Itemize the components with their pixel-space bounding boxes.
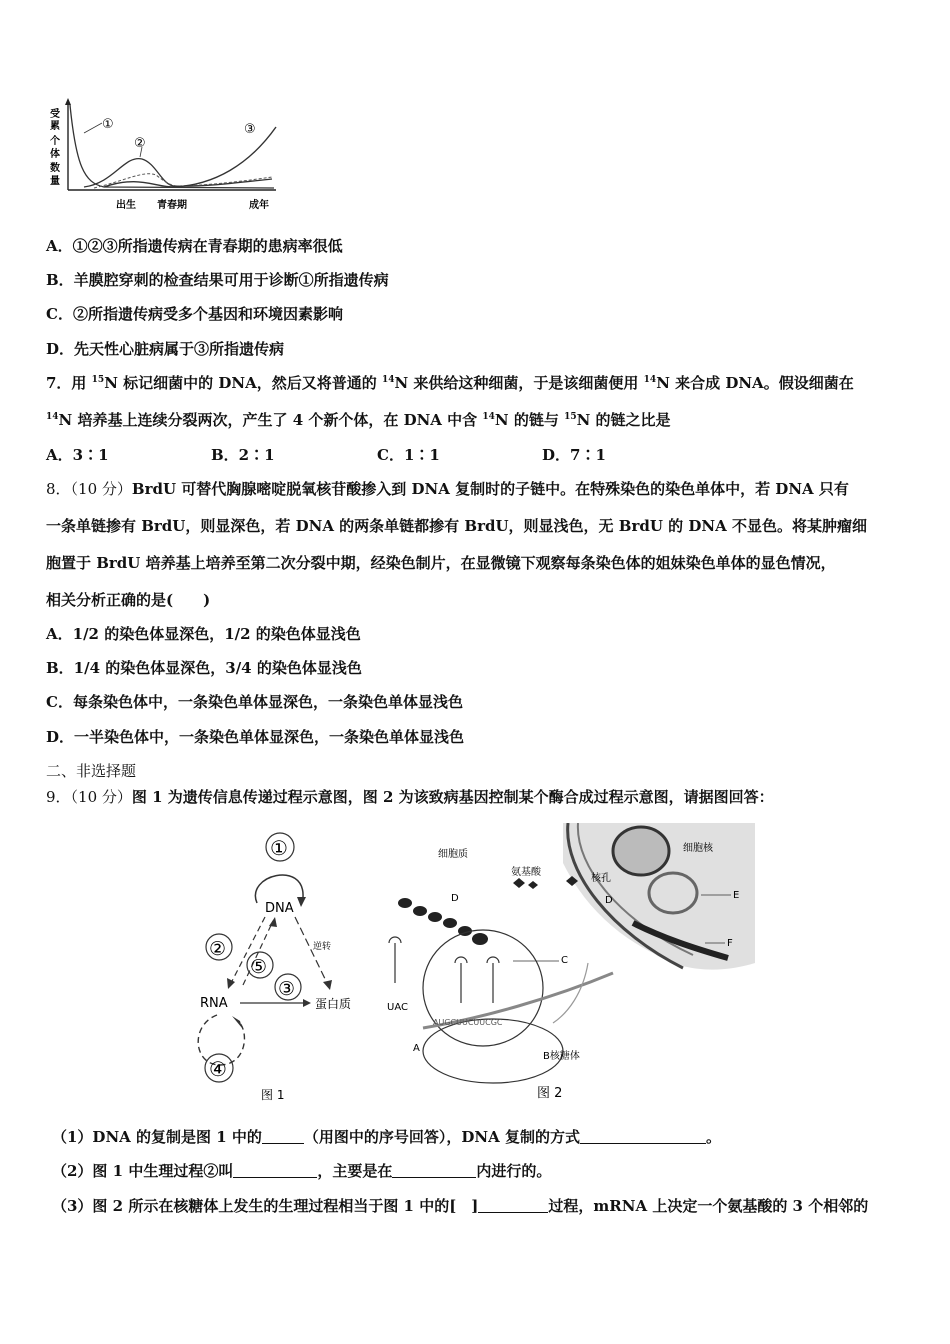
label-d-cytoplasm: D: [451, 893, 459, 904]
cytoplasm-label: 细胞质: [438, 849, 468, 860]
process-3-label: ③: [278, 978, 296, 1000]
replication-loop: [255, 875, 303, 903]
label-f: F: [727, 938, 733, 949]
translation-arrowhead: [303, 999, 311, 1007]
xtick-puberty: 青春期: [157, 200, 187, 211]
ribosome-small-subunit: [423, 1019, 563, 1083]
rna-label: RNA: [200, 996, 228, 1011]
trna-molecules: [389, 937, 499, 1003]
q7-option-b: B．2∶1: [211, 446, 275, 464]
rna-loop-arrowhead: [232, 1016, 242, 1028]
reverse-label: 逆转: [313, 942, 332, 952]
dna-label: DNA: [265, 901, 294, 916]
ylabel-char: 受: [50, 109, 60, 120]
amino-acid-label: 氨基酸: [511, 867, 541, 878]
curve-label-2: ②: [134, 136, 146, 151]
q7-stem-line-2: $^{14}$N 培养基上连续分裂两次，产生了 4 个新个体，在 DNA 中含 $^{14}$N 的链与 $^{15}$N 的链之比是: [46, 411, 671, 429]
reverse-arrowhead: [269, 917, 277, 927]
mrna-sequence: AUGCUUCUUCGC: [433, 1018, 503, 1027]
nuclear-pore-label: 核孔: [591, 873, 611, 884]
xtick-adult: 成年: [249, 200, 269, 211]
dna-protein-arrowhead: [323, 980, 332, 990]
q6-option-b: B．羊膜腔穿刺的检查结果可用于诊断①所指遗传病: [46, 271, 389, 289]
figure-1-caption: 图 1: [261, 1088, 285, 1102]
q7-option-d: D．7∶1: [542, 446, 606, 464]
nucleus-label: 细胞核: [683, 843, 713, 854]
curve-1: [70, 105, 274, 188]
answer-blank[interactable]: [392, 1163, 476, 1178]
process-2-label: ②: [209, 938, 227, 960]
incidence-curve-figure: [44, 95, 284, 215]
curve-label-1: ①: [102, 117, 114, 132]
protein-label: 蛋白质: [315, 997, 352, 1011]
q6-option-d: D．先天性心脏病属于③所指遗传病: [46, 340, 285, 358]
q7-option-a: A．3∶1: [46, 446, 109, 464]
q9-sub-2: （2）图 1 中生理过程②叫 ，主要是在 内进行的。: [52, 1162, 552, 1180]
q6-option-a: A．①②③所指遗传病在青春期的患病率很低: [46, 237, 343, 255]
q8-option-b: B．1/4 的染色体显深色，3/4 的染色体显浅色: [46, 659, 362, 677]
q9-stem: 9．（10 分）图 1 为遗传信息传递过程示意图，图 2 为该致病基因控制某个酶合成过程示意图，请据图回答：: [46, 788, 774, 806]
transcription-arrowhead: [227, 978, 235, 989]
process-5-label: ⑤: [250, 956, 268, 978]
curve-2: [84, 159, 272, 187]
q8-stem-line-3: 胞置于 BrdU 培养基上培养至第二次分裂中期，经染色制片，在显微镜下观察每条染色体的姐妹染色单体的显色情况，: [46, 554, 836, 572]
polypeptide-chain: [398, 898, 488, 945]
replication-arrowhead: [297, 897, 306, 907]
q9-sub-3: （3）图 2 所示在核糖体上发生的生理过程相当于图 1 中的[ ] 过程，mRNA 上决定一个氨基酸的 3 个相邻的: [52, 1197, 869, 1215]
figure-2-enzyme-synthesis: [383, 823, 755, 1108]
q7-stem-line-1: 7．用 $^{15}$N 标记细菌中的 DNA，然后又将普通的 $^{14}$N 来供给这种细菌，于是该细菌便用 $^{14}$N 来合成 DNA。假设细菌在: [46, 374, 854, 392]
y-axis-arrow: [65, 98, 71, 105]
ylabel-char: 量: [50, 176, 60, 187]
q8-option-a: A．1/2 的染色体显深色，1/2 的染色体显浅色: [46, 625, 361, 643]
label-leader-1: [84, 123, 102, 133]
label-e: E: [733, 890, 740, 901]
ribosome-large-subunit: [423, 930, 543, 1046]
ylabel-char: 累: [50, 121, 60, 132]
section-heading: 二、非选择题: [46, 762, 137, 780]
figure-2-caption: 图 2: [537, 1086, 563, 1101]
q9-sub-1: （1）DNA 的复制是图 1 中的 （用图中的序号回答），DNA 复制的方式 。: [52, 1128, 722, 1146]
ylabel-char: 数: [50, 163, 60, 174]
answer-blank[interactable]: [478, 1198, 548, 1213]
answer-blank[interactable]: [233, 1163, 317, 1178]
process-1-label: ①: [270, 836, 288, 860]
figure-1-central-dogma: [185, 825, 380, 1105]
dna-helix-top: [613, 827, 669, 875]
label-c: C: [561, 955, 568, 966]
ylabel-char: 体: [50, 149, 60, 160]
answer-blank[interactable]: [262, 1129, 304, 1144]
answer-blank[interactable]: [580, 1129, 706, 1144]
ribosome-label: B核糖体: [543, 1051, 580, 1062]
q8-stem-line-1: 8．（10 分）BrdU 可替代胸腺嘧啶脱氧核苷酸掺入到 DNA 复制时的子链中。在特殊染色的染色单体中，若 DNA 只有: [46, 480, 849, 498]
process-4-label: ④: [209, 1057, 227, 1081]
xtick-birth: 出生: [116, 200, 136, 211]
q7-option-c: C．1∶1: [377, 446, 440, 464]
anticodon-label: UAC: [387, 1002, 408, 1013]
q8-option-d: D．一半染色体中，一条染色单体显深色，一条染色单体显浅色: [46, 728, 465, 746]
q8-stem-line-4: 相关分析正确的是( ): [46, 591, 211, 609]
label-a: A: [413, 1043, 420, 1054]
curve-label-3: ③: [244, 122, 256, 137]
ylabel-char: 个: [50, 136, 60, 147]
amino-acid-icon: [513, 878, 538, 889]
q8-stem-line-2: 一条单链掺有 BrdU，则显深色，若 DNA 的两条单链都掺有 BrdU，则显浅色，无 BrdU 的 DNA 不显色。将某肿瘤细: [46, 517, 867, 535]
q6-option-c: C．②所指遗传病受多个基因和环境因素影响: [46, 305, 343, 323]
q8-option-c: C．每条染色体中，一条染色单体显深色，一条染色单体显浅色: [46, 693, 463, 711]
label-d-nucleus: D: [605, 895, 613, 906]
